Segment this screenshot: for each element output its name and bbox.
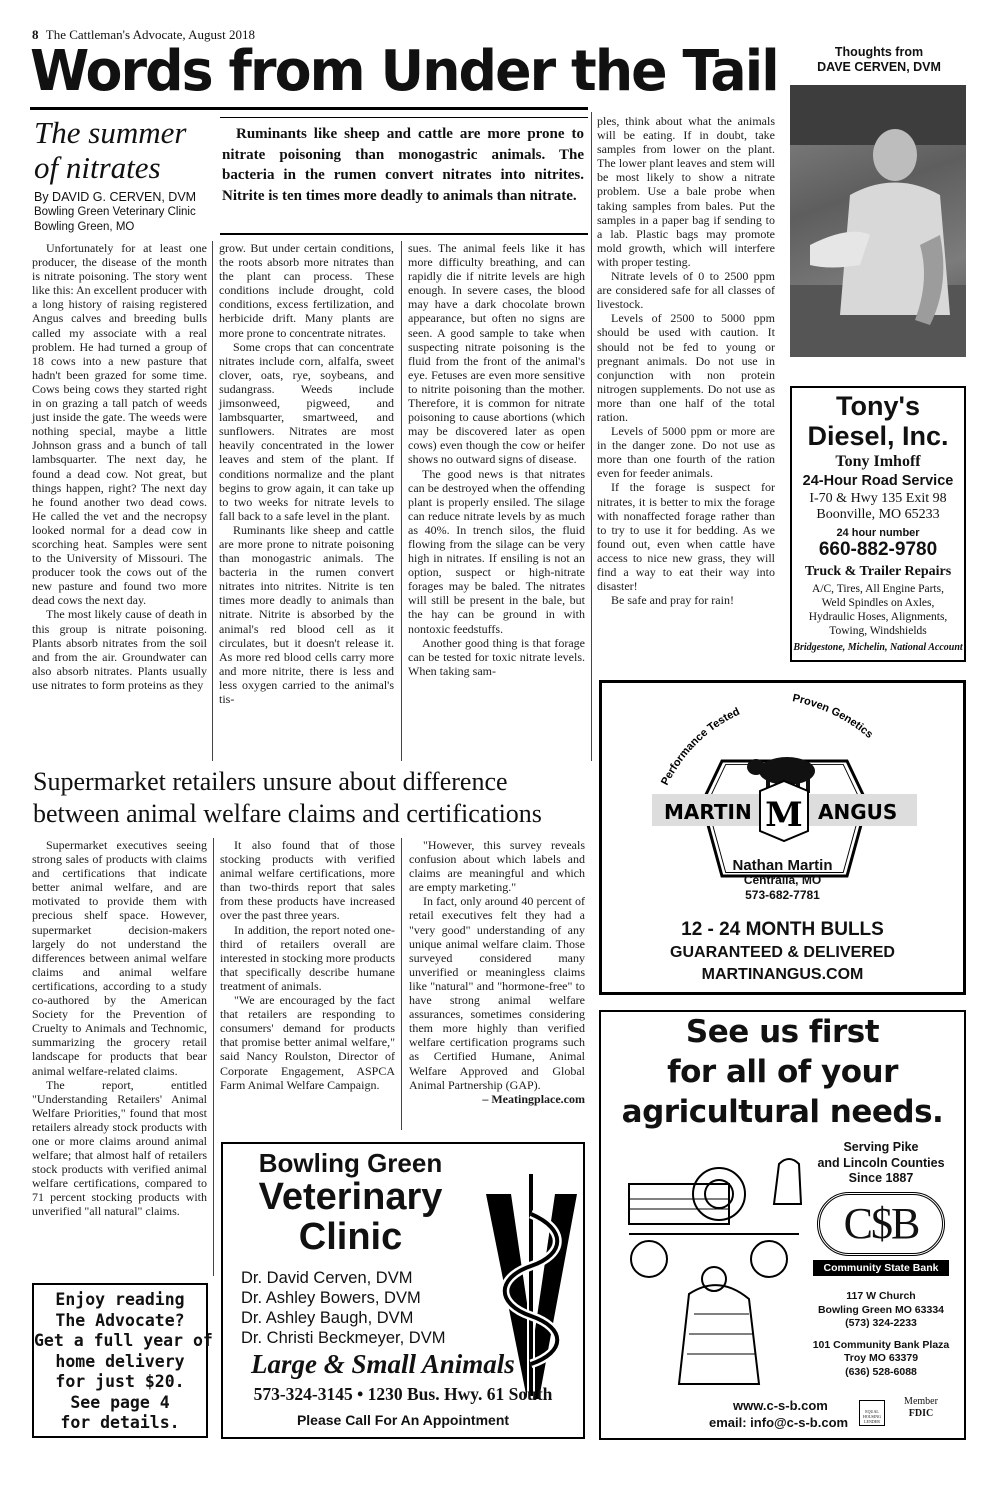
csb-branch2-phone: (636) 528-6088 [845,1365,917,1378]
columnist-photo [790,85,966,357]
paragraph: Another good thing is that forage can be tested for toxic nitrate levels. When taking sam- [408,635,585,678]
page-number: 8 [32,27,39,42]
doctor-name: Dr. Ashley Bowers, DVM [241,1289,421,1307]
article1-affiliation: Bowling Green Veterinary Clinic [34,206,196,218]
col-divider [591,112,592,761]
vet-contact: 573-324-3145 • 1230 Bus. Hwy. 61 South [253,1384,553,1404]
pullquote-rule-bottom [220,233,588,235]
publication-line: The Cattleman's Advocate, August 2018 [45,27,255,42]
tonys-hours: 24 hour number [836,527,920,539]
paragraph: It also found that of those stocking products with verified animal welfare certifications, more than two-thirds report that sales from these products have increased over the past three years. [220,838,395,923]
article1-col2 [219,241,394,706]
tonys-service-line: Hydraulic Hoses, Alignments, [808,611,948,623]
brand-left-text: Martin [664,800,752,824]
promo-line: Enjoy reading [55,1290,185,1309]
vet-doctors [241,1268,445,1348]
farm-equipment-illustration [609,1144,809,1419]
paragraph: "We are encouraged by the fact that retailers are responding to consumers' demand for products that promise better animal welfare," said Nancy Roulston, Director of Corporate Engagement, ASPCA Farm Animal Welfare Campaign. [220,993,395,1092]
csb-serving-line: Serving Pike [843,1140,919,1154]
csb-branch2-line: 101 Community Bank Plaza [812,1338,950,1351]
csb-member: Member [904,1396,938,1407]
tonys-services [792,582,964,638]
paragraph: Nitrate levels of 0 to 2500 ppm are considered safe for all classes of livestock. [597,269,775,312]
csb-web[interactable]: www.c-s-b.com [733,1398,828,1413]
monogram-text: M [765,795,803,835]
pullquote-rule-top [220,117,588,118]
promo-line: Get a full year of [34,1331,213,1350]
equal-housing-icon [859,1400,885,1426]
vet-clinic-line2: Veterinary [258,1176,443,1218]
martin-website: MARTINANGUS.COM [701,966,864,983]
csb-branches [801,1290,961,1379]
paragraph: ples, think about what the animals will be eating. If in doubt, take samples from lower on the plant. The lower plant leaves and stem will be most likely to show a nitrate problem. Use a bale probe when taking samples from bales. Put the samples in a paper bag if sending to a lab. Plastic bags may promote mold growth, which will interfere with proper testing. [597,114,775,269]
vet-appointment: Please Call For An Appointment [296,1412,510,1428]
article2-headline-line: Supermarket retailers unsure about difference [33,767,508,796]
brand-right-text: Angus [818,800,898,824]
paragraph: Unfortunately for at least one producer, the disease of the month is nitrate poisoning. The story went like this: An excellent producer with a long history of raising registered Angus calves and breeding bulls called my associate with a real problem. He had turned a group of 18 cows into a new pasture that hadn't been grazed for some time. Cows being cows they started right in on grazing a tall patch of weeds just inside the gate. The weeds were nothing special, maybe a little Johnson grass and a bunch of tall lambsquarter. The next day, he found a dead cow. Not great, but things happen, right? The next day he found another two dead cows. He called the vet and the necropsy looked normal for a dead cow in scorching heat. Samples were sent to the University of Missouri. The producer took the cows out of the new pasture and found two more dead cows the next day. [32,241,207,608]
paragraph: Supermarket executives seeing strong sales of products with claims and certifications that indicate better animal welfare, and are motivated to provide them with precious shelf space. However, supermarket decision-makers largely do not understand the differences between animal welfare claims and animal welfare certifications, according to a study co-authored by the American Society for the Prevention of Cruelty to Animals and Technomic, summarizing the grocery retail landscape for products that bear animal welfare-related claims. [32,838,207,1078]
tonys-phone: 660-882-9780 [818,539,938,560]
csb-logo [813,1192,949,1282]
paragraph: sues. The animal feels like it has more difficulty breathing, and can rapidly die if nitrite levels are high enough. In severe cases, the blood may have a dark chocolate brown appearance, but often no signs are seen. A good sample to take when suspecting nitrate poisoning is the fluid from the front of the animal's eye. Fetuses are even more sensitive to nitrite poisoning than the mother. Therefore, it is common for nitrate poisoning to cause abortions (which may be discovered later as open cows) even though the cow or heifer shows no outward signs of disease. [408,241,585,467]
doctor-name: Dr. Christi Beckmeyer, DVM [241,1329,446,1347]
paragraph: The good news is that nitrates can be destroyed when the offending plant is properly ensiled. The silage can reduce nitrate levels by as much as 40%. In trench silos, the fluid flowing from the silage can be very high in nitrates. If ensiling is not an option, suspect or high-nitrate forages may be baled. The nitrates will still be present in the bale, but the hay can be ground in with nontoxic feedstuffs. [408,466,585,636]
article2-headline-line: between animal welfare claims and certifications [33,799,542,828]
martin-offer [602,918,963,986]
csb-serving [806,1140,956,1187]
paragraph: Levels of 5000 ppm or more are in the danger zone. Do not use as more than one fourth of the ration even for feeder animals. [597,424,775,481]
equal-housing-lender-text: EQUAL HOUSING LENDER [863,1409,881,1424]
csb-headline-line: See us first [685,1014,880,1050]
col-divider [212,241,213,761]
csb-headline-line: for all of your [667,1054,898,1090]
paragraph: Some crops that can concentrate nitrates include corn, alfalfa, sweet clover, oats, rye, soybeans, and sudangrass. Weeds include jimsonweed, pigweed, and lambsquarter, smartweed, and sunflowers. Nitrates are most heavily concentrated in the lower leaves and stem of the plant. If conditions normalize and the plant begins to grow again, it can take up to two weeks for nitrate levels to fall back to a safe level in the plant. [219,339,394,523]
col-divider [213,838,214,1276]
paragraph: Levels of 2500 to 5000 ppm should be used with caution. It should not be fed to young or pregnant animals. Do not use in conjunction with non protein nitrogen supplements. Do not use as more than one half of the total ration. [597,311,775,424]
paragraph: In addition, the report noted one-third of retailers overall are interested in stocking more products that specifically describe humane treatment of animals. [220,922,395,993]
vet-tagline: Large & Small Animals [251,1349,515,1379]
tonys-brands: Bridgestone, Michelin, National Account [793,642,963,653]
csb-since: Since 1887 [848,1171,914,1185]
csb-bank-name: Community State Bank [813,1260,949,1276]
vet-clinic-line3: Clinic [298,1216,403,1258]
article1-headline: The summer of nitrates [34,115,187,185]
paragraph: The report, entitled "Understanding Retailers' Animal Welfare Priorities," found that most retailers already stock products with one or more claims around animal welfare; that almost half of retailers stock products with verified animal welfare certifications, compared to 71 percent stocking products with unverified "all natural" claims. [32,1077,207,1219]
arc-left-text: Performance Tested [659,705,742,788]
csb-branch1-line: 117 W Church [846,1290,916,1302]
arc-right-text: Proven Genetics [791,692,876,741]
martin-city: Centralia, MO [743,873,822,887]
promo-line: See page 4 [70,1392,170,1412]
article1-col1 [32,241,207,692]
csb-headline-line: agricultural needs. [621,1094,944,1130]
article1-byline-block [34,190,214,235]
promo-line: home delivery [55,1351,185,1371]
thoughts-from: Thoughts from [834,45,924,59]
csb-serving-line: and Lincoln Counties [817,1155,945,1170]
csb-branch2-line: Troy MO 63379 [843,1352,919,1364]
article1-byline: By DAVID G. CERVEN, DVM [34,190,197,204]
columnist-name: DAVE CERVEN, DVM [817,60,941,74]
promo-line: for details. [60,1413,180,1432]
martin-offer-line1: 12 - 24 MONTH BULLS [681,919,884,940]
article2-col1 [32,838,207,1219]
martin-name: Nathan Martin [732,857,833,874]
tonys-diesel-ad [790,386,966,662]
article2-headline [33,766,593,830]
tonys-service-line: Towing, Windshields [829,625,927,637]
paragraph: In fact, only around 40 percent of retail executives felt they had a "very good" understanding of any unique animal welfare claim. Those surveyed considered many unverified or meaningless claims like "natural" and "hormone-free" to have strong animal welfare assurances, sometimes considering them more highly than verified welfare certification programs such as Certified Humane, Animal Welfare Approved and Global Animal Partnership (GAP). [409,894,585,1092]
doctor-name: Dr. David Cerven, DVM [241,1269,413,1287]
tonys-address: I-70 & Hwy 135 Exit 98 [809,491,947,506]
csb-logo-emblem: C$B [817,1192,945,1256]
martin-contact [602,858,963,903]
article2-col2 [220,838,395,1092]
csb-branch1-phone: (573) 324-2233 [845,1317,917,1329]
promo-text [34,1290,213,1434]
paragraph: If the forage is suspect for nitrates, it is better to mix the forage with nonaffected forage rather than to try to use it for bedding. As we found out, even when cattle have access to nice new grass, they will find a way to eat their way into disaster! [597,480,775,594]
csb-email[interactable]: email: info@c-s-b.com [709,1415,849,1430]
paragraph: Be safe and pray for rain! [611,593,734,608]
vet-clinic-name [228,1150,473,1256]
tonys-service: 24-Hour Road Service [802,473,954,489]
community-state-bank-ad [599,1010,966,1440]
paragraph: grow. But under certain conditions, the roots absorb more nitrates than the plant can process. These conditions include drought, cold conditions, excess fertilization, and herbicide drift. Many plants are more prone to concentrate nitrates. [219,241,394,340]
paragraph: Ruminants like sheep and cattle are more prone to nitrate poisoning than monogastric animals. The bacteria in the rumen convert nitrates into nitrites. Nitrite is ten times more deadly to animals than nitrate. Nitrite is absorbed by the animal's red blood cell as it circulates, but it doesn't release it. As more red blood cells carry more and more nitrite, there is less and less oxygen carried to the animal's tis- [219,522,394,706]
martin-phone: 573-682-7781 [745,888,820,902]
tonys-service-line: A/C, Tires, All Engine Parts, [812,583,944,595]
csb-member-fdic [891,1396,951,1420]
tonys-repairs: Truck & Trailer Repairs [804,564,952,579]
doctor-name: Dr. Ashley Baugh, DVM [241,1309,414,1327]
columnist-credit [793,45,965,75]
martin-offer-line2: GUARANTEED & DELIVERED [670,944,895,961]
tonys-city: Boonville, MO 65233 [816,507,940,522]
promo-line: The Advocate? [55,1310,185,1330]
tonys-name: Tony's [836,391,920,421]
article1-col4 [597,114,775,607]
csb-branch1-line: Bowling Green MO 63334 [817,1303,945,1316]
section-title: Words from Under the Tail [30,39,778,104]
col-divider [401,838,402,1130]
article1-col3 [408,241,585,678]
veterinarian-icon [790,85,966,357]
paragraph: The most likely cause of death in this group is nitrate poisoning. Plants absorb nitrates from the soil and from the air. Groundwater can also absorb nitrates. Plants usually use nitrates to form proteins as they [32,607,207,692]
header-rule [30,107,588,110]
col-divider [401,241,402,761]
article1-location: Bowling Green, MO [34,221,135,233]
article2-col3 [409,838,585,1106]
tonys-service-line: Weld Spindles on Axles, [821,597,935,609]
promo-line: for just $20. [55,1372,185,1391]
csb-fdic: FDIC [908,1408,934,1419]
article2-credit: – Meatingplace.com [482,1091,585,1106]
subscription-promo [32,1283,213,1438]
csb-headline [601,1012,964,1132]
paragraph: "However, this survey reveals confusion about which labels and claims are meaningful and which are empty marketing." [409,838,585,895]
tonys-name-2: Diesel, Inc. [807,421,949,451]
martin-angus-ad [599,680,966,995]
article1-pullquote: Ruminants like sheep and cattle are more prone to nitrate poisoning than monogastric animals. The bacteria in the rumen convert nitrates into nitrites. Nitrite is ten times more deadly to animals than nitrate. [222,126,584,204]
tonys-owner: Tony Imhoff [835,453,921,470]
vet-clinic-ad [221,1142,585,1439]
vet-clinic-line1: Bowling Green [258,1148,443,1178]
